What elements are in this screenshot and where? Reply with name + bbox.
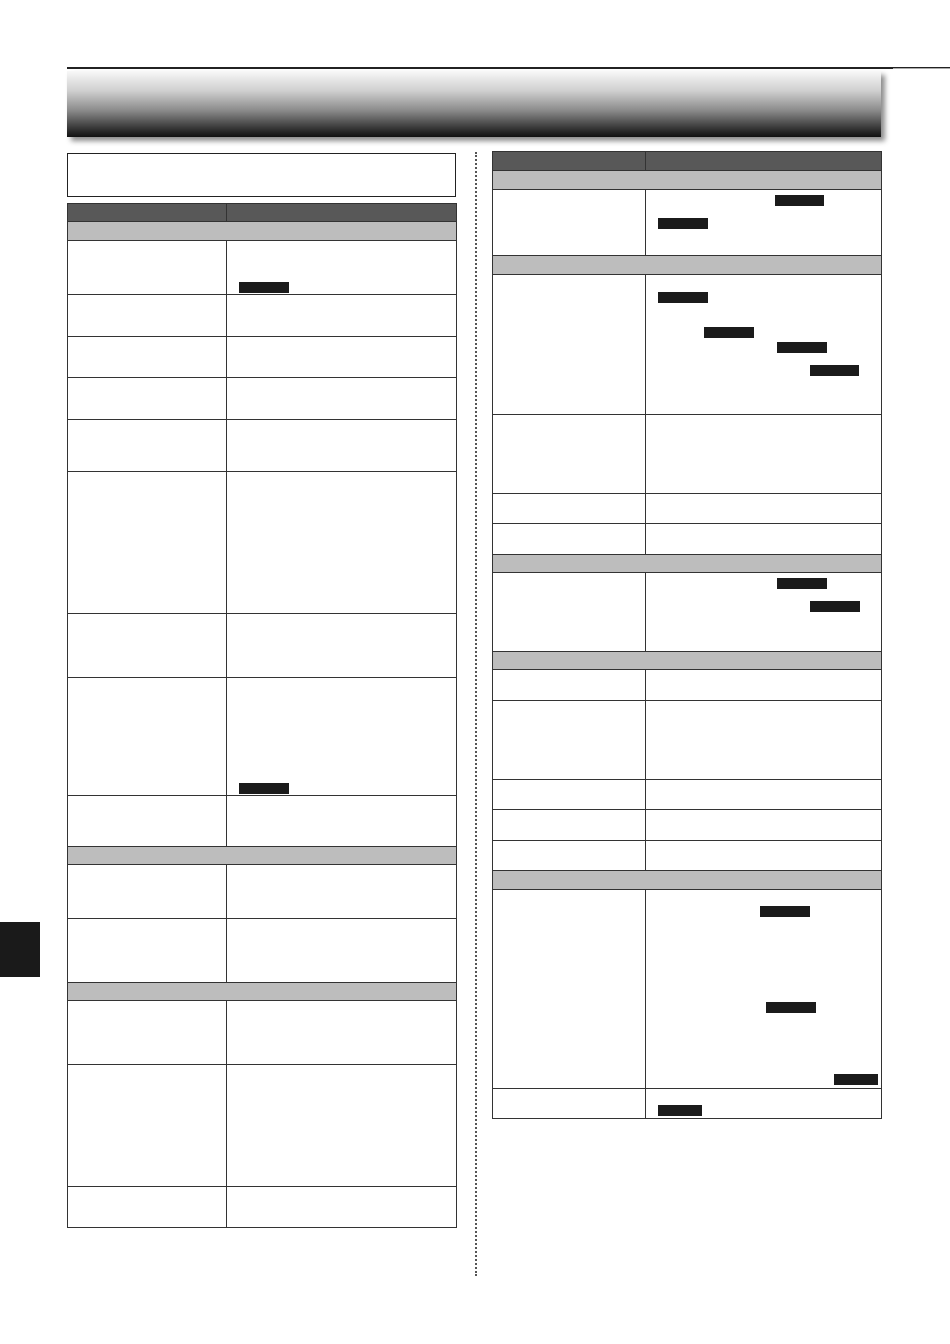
description-cell [227, 1065, 457, 1187]
description-cell [227, 678, 457, 796]
column-divider [475, 152, 477, 1276]
category-label [493, 555, 882, 573]
category-row [493, 652, 882, 670]
category-row [493, 256, 882, 275]
header-cell-1 [68, 204, 227, 222]
button-label-marker [704, 327, 754, 338]
item-cell [493, 573, 646, 652]
description-cell [227, 1187, 457, 1228]
right-table [492, 151, 882, 1119]
description-cell [646, 1089, 882, 1119]
header-cell-1 [493, 152, 646, 171]
header-cell-2 [227, 204, 457, 222]
item-cell [493, 524, 646, 555]
category-label [68, 222, 457, 241]
item-cell [493, 841, 646, 871]
chapter-side-tab [0, 922, 40, 977]
header-rule [67, 67, 950, 69]
table-row [493, 701, 882, 780]
item-cell [68, 1001, 227, 1065]
table-row [493, 670, 882, 701]
item-cell [68, 241, 227, 295]
item-cell [493, 275, 646, 415]
description-cell [227, 472, 457, 614]
item-cell [68, 678, 227, 796]
button-label-marker [810, 365, 859, 376]
description-cell [646, 573, 882, 652]
item-cell [493, 701, 646, 780]
description-cell [227, 919, 457, 983]
category-row [493, 871, 882, 890]
description-cell [646, 275, 882, 415]
description-cell [646, 701, 882, 780]
description-cell [227, 378, 457, 420]
description-cell [646, 190, 882, 256]
item-cell [68, 1065, 227, 1187]
table-row [68, 865, 457, 919]
description-cell [646, 890, 882, 1089]
item-cell [493, 810, 646, 841]
button-label-marker [658, 292, 708, 303]
item-cell [493, 190, 646, 256]
header-cell-2 [646, 152, 882, 171]
description-cell [227, 796, 457, 847]
header-rule-extension [893, 68, 950, 69]
table-row [493, 524, 882, 555]
item-cell [493, 780, 646, 810]
table-row [493, 190, 882, 256]
table-row [493, 841, 882, 871]
button-label-marker [658, 218, 708, 229]
description-cell [227, 420, 457, 472]
table-row [68, 796, 457, 847]
left-table [67, 203, 457, 1228]
button-label-marker [658, 1105, 702, 1116]
item-cell [68, 865, 227, 919]
category-label [68, 847, 457, 865]
category-row [493, 171, 882, 190]
table-row [493, 890, 882, 1089]
table-row [493, 415, 882, 494]
button-label-marker [777, 342, 827, 353]
category-label [493, 652, 882, 670]
button-label-marker [760, 906, 810, 917]
item-cell [68, 420, 227, 472]
item-cell [493, 415, 646, 494]
description-cell [227, 337, 457, 378]
table-row [68, 295, 457, 337]
category-label [493, 256, 882, 275]
table-row [68, 420, 457, 472]
button-label-marker [239, 783, 289, 794]
description-cell [227, 1001, 457, 1065]
item-cell [68, 919, 227, 983]
description-cell [227, 241, 457, 295]
table-header-row [493, 152, 882, 171]
item-cell [493, 890, 646, 1089]
button-label-marker [239, 282, 289, 293]
button-label-marker [810, 601, 860, 612]
item-cell [68, 1187, 227, 1228]
category-label [68, 983, 457, 1001]
description-cell [646, 670, 882, 701]
page-title-banner [67, 71, 881, 137]
button-label-marker [775, 195, 824, 206]
category-label [493, 171, 882, 190]
table-row [68, 614, 457, 678]
button-label-marker [777, 578, 827, 589]
note-box [67, 153, 456, 197]
description-cell [227, 614, 457, 678]
description-cell [646, 494, 882, 524]
description-cell [646, 524, 882, 555]
item-cell [68, 796, 227, 847]
item-cell [68, 378, 227, 420]
table-row [68, 241, 457, 295]
description-cell [646, 415, 882, 494]
table-row [68, 1187, 457, 1228]
table-row [493, 780, 882, 810]
table-row [68, 1065, 457, 1187]
category-row [68, 983, 457, 1001]
table-row [68, 919, 457, 983]
item-cell [68, 337, 227, 378]
item-cell [68, 614, 227, 678]
table-row [493, 494, 882, 524]
item-cell [493, 1089, 646, 1119]
table-row [493, 275, 882, 415]
category-row [68, 222, 457, 241]
item-cell [493, 670, 646, 701]
category-row [493, 555, 882, 573]
category-label [493, 871, 882, 890]
table-row [493, 1089, 882, 1119]
category-row [68, 847, 457, 865]
description-cell [646, 810, 882, 841]
table-row [68, 1001, 457, 1065]
table-row [68, 678, 457, 796]
table-row [493, 810, 882, 841]
item-cell [68, 295, 227, 337]
item-cell [68, 472, 227, 614]
button-label-marker [766, 1002, 816, 1013]
table-row [493, 573, 882, 652]
table-row [68, 472, 457, 614]
item-cell [493, 494, 646, 524]
description-cell [227, 865, 457, 919]
description-cell [227, 295, 457, 337]
table-row [68, 378, 457, 420]
button-label-marker [834, 1074, 878, 1085]
table-row [68, 337, 457, 378]
description-cell [646, 780, 882, 810]
description-cell [646, 841, 882, 871]
table-header-row [68, 204, 457, 222]
